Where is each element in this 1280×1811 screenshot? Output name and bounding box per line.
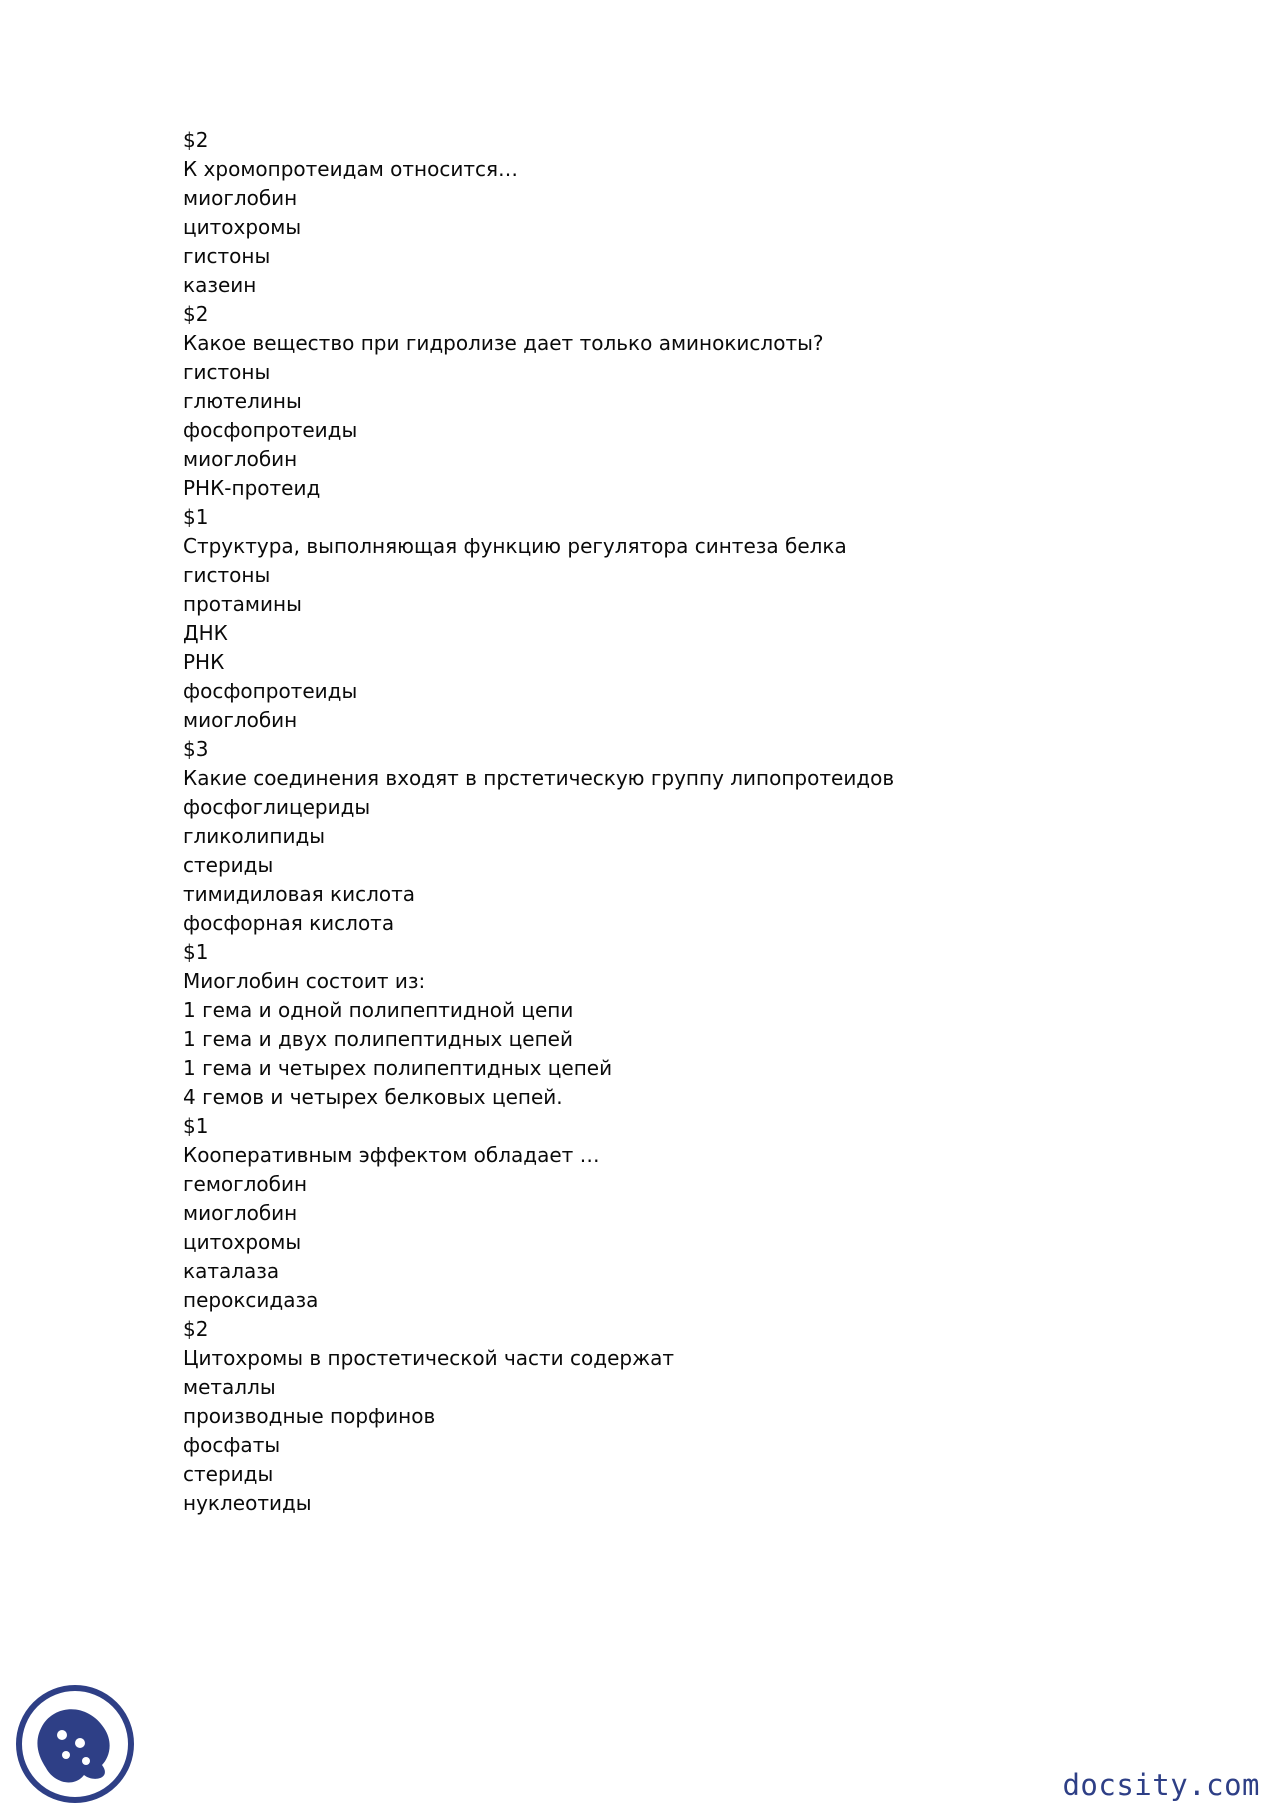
answer-option: РНК-протеид [183,476,321,500]
question-weight: $2 [183,1317,209,1341]
question-text: Миоглобин состоит из: [183,969,426,993]
answer-option: 4 гемов и четырех белковых цепей. [183,1085,563,1109]
answer-option: гистоны [183,563,271,587]
document-body [183,126,1083,1518]
docsity-brand-text[interactable]: docsity.com [1062,1768,1260,1802]
question-weight: $1 [183,505,209,529]
question-weight: $1 [183,940,209,964]
answer-option: 1 гема и четырех полипептидных цепей [183,1056,613,1080]
answer-option: миоглобин [183,1201,298,1225]
answer-option: миоглобин [183,708,298,732]
answer-option: гемоглобин [183,1172,308,1196]
answer-option: стериды [183,1462,274,1486]
answer-option: гистоны [183,360,271,384]
question-text: Структура, выполняющая функцию регулятора синтеза белка [183,534,847,558]
answer-option: миоглобин [183,447,298,471]
docsity-logo-icon [14,1683,136,1805]
answer-option: производные порфинов [183,1404,436,1428]
answer-option: РНК [183,650,225,674]
question-text: Кооперативным эффектом обладает … [183,1143,600,1167]
answer-option: фосфопротеиды [183,418,358,442]
question-weight: $1 [183,1114,209,1138]
answer-option: ДНК [183,621,228,645]
answer-option: фосфопротеиды [183,679,358,703]
answer-option: металлы [183,1375,276,1399]
answer-option: фосфаты [183,1433,281,1457]
answer-option: стериды [183,853,274,877]
answer-option: фосфорная кислота [183,911,395,935]
question-text: Какие соединения входят в прстетическую группу липопротеидов [183,766,895,790]
answer-option: казеин [183,273,257,297]
answer-option: нуклеотиды [183,1491,312,1515]
answer-option: гистоны [183,244,271,268]
answer-option: миоглобин [183,186,298,210]
question-weight: $2 [183,302,209,326]
answer-option: гликолипиды [183,824,326,848]
question-text: Какое вещество при гидролизе дает только аминокислоты? [183,331,824,355]
answer-option: протамины [183,592,302,616]
answer-option: 1 гема и двух полипептидных цепей [183,1027,573,1051]
answer-option: тимидиловая кислота [183,882,416,906]
answer-option: 1 гема и одной полипептидной цепи [183,998,574,1022]
question-weight: $2 [183,128,209,152]
answer-option: фосфоглицериды [183,795,371,819]
answer-option: каталаза [183,1259,280,1283]
question-text: Цитохромы в простетической части содержат [183,1346,675,1370]
answer-option: цитохромы [183,215,302,239]
answer-option: цитохромы [183,1230,302,1254]
question-text: К хромопротеидам относится… [183,157,519,181]
answer-option: пероксидаза [183,1288,319,1312]
question-weight: $3 [183,737,209,761]
answer-option: глютелины [183,389,302,413]
